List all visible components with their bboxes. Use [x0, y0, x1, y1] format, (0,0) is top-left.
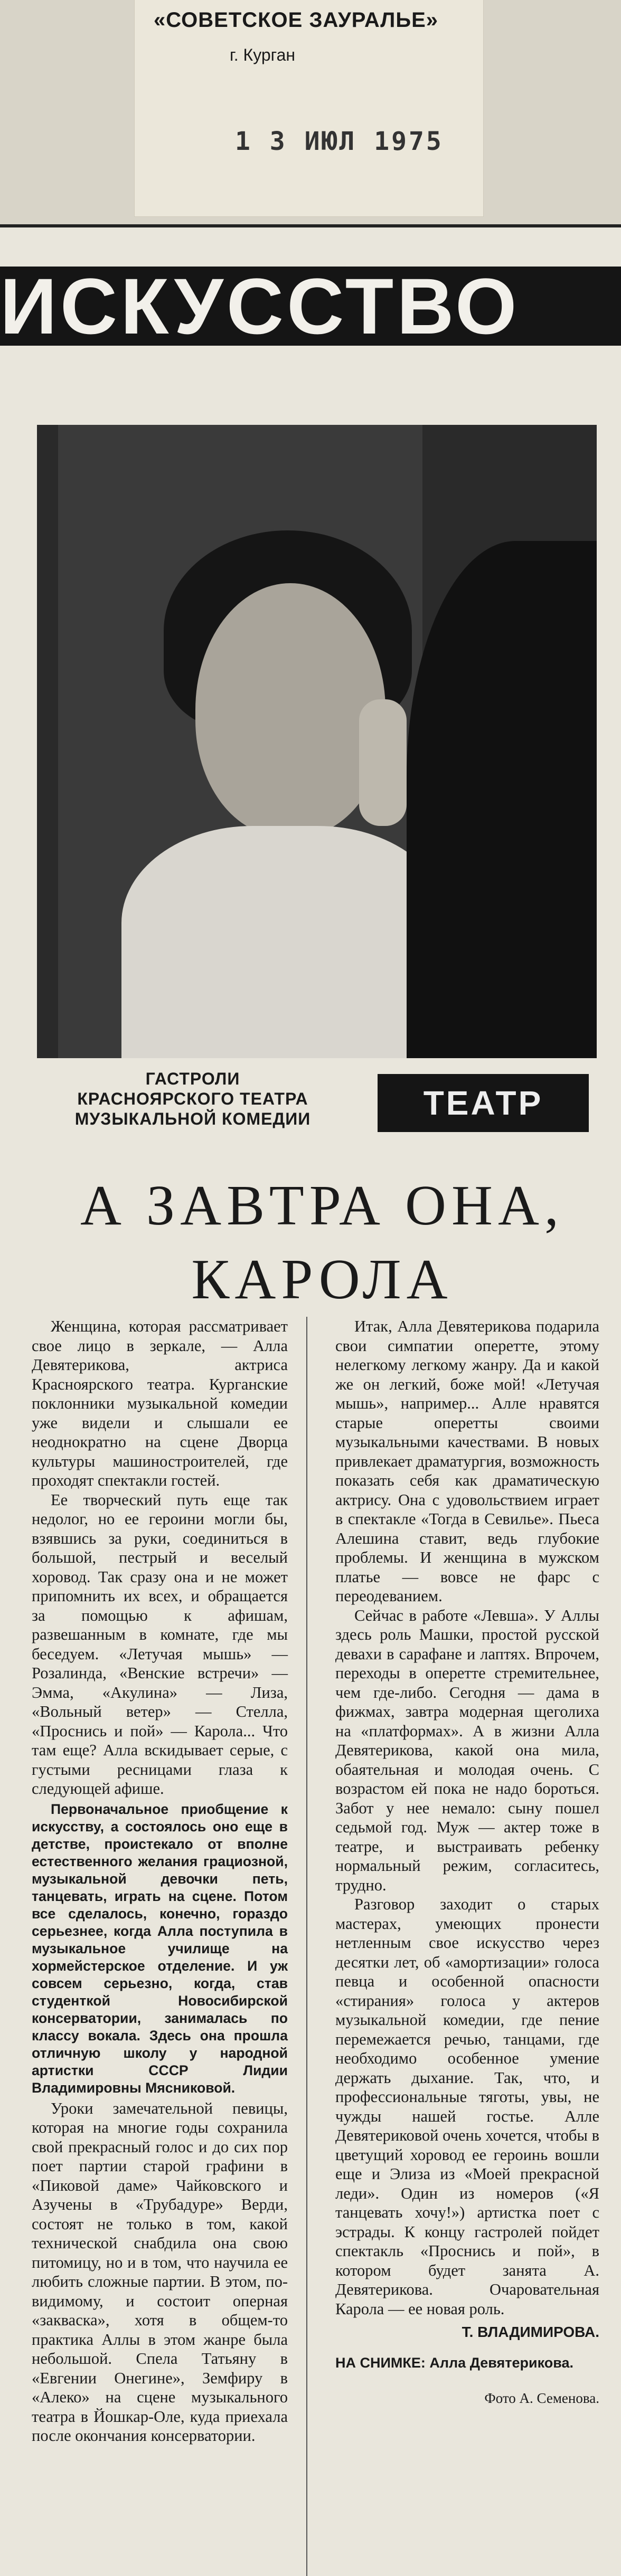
dress-shape — [121, 826, 449, 1058]
paragraph: Уроки замечательной певицы, которая на многие годы сохранила свой прекрасный голос и до сих пор поет партии старой графини в «Пиковой даме» Чайковского и Азучены в «Трубадуре» Верди, состоят не только в том, какой технической снабдила она свою питомицу, но и в том, что научила ее любить сложные партии. В этом, по-видимому, и состоит оперная «закваска», хотя в общем-то практика Аллы в этом жанре была небольшой. Спела Татьяну в «Евгении Онегине», Земфиру в «Алеко» на сцене музыкального театра в Йошкар-Оле, куда приехала после окончания консерватории. — [32, 2099, 288, 2445]
headline-line-1: А ЗАВТРА ОНА, — [80, 1174, 564, 1237]
stamp-newspaper-name: «СОВЕТСКОЕ ЗАУРАЛЬЕ» — [154, 8, 439, 32]
bold-paragraph: Первоначальное приобщение к искусству, а состоялось оно еще в детстве, проистекало от вполне естественного желания грациозной, музыкальной девочки петь, танцевать, играть на сцене. Потом все сделалось, конечно, гораздо серьезнее, когда Алла поступила в музыкальное училище на хормейстерское отделение. И уж совсем серьезно, когда, став студенткой Новосибирской консерватории, занималась по классу вокала. Здесь она прошла отличную школу у народной артистки СССР Лидии Владимировны Мясниковой. — [32, 1801, 288, 2096]
rubric-badge: ТЕАТР — [378, 1074, 589, 1132]
newspaper-clipping — [0, 224, 621, 2576]
top-rule — [0, 224, 621, 227]
article-author: Т. ВЛАДИМИРОВА. — [462, 2324, 599, 2340]
tour-label: ГАСТРОЛИ КРАСНОЯРСКОГО ТЕАТРА МУЗЫКАЛЬНОЙ КОМЕДИИ — [74, 1069, 311, 1128]
stamp-city: г. Курган — [230, 45, 296, 64]
paragraph: Разговор заходит о старых мастерах, умеющих пронести нетленным свое искусство через десятки лет, об «амортизации» голоса певца и особенной опасности «стирания» голоса у актеров музыкальной комедии, где пение перемежается речью, танцами, где необходимо особенное умение держать дыхание. Так, что, и профессиональные тяготы, увы, не чужды нашей гостье. Алле Девятериковой очень хочется, чтобы в цветущий хоровод ее героинь вошли еще и Элиза из «Моей прекрасной леди». Один из номеров («Я танцевать хочу!») артистка поет с эстрады. К концу гастролей пойдет спектакль «Проснись и пой», в котором будет занята А. Девятерикова. Очаровательная Карола — ее новая роль. — [335, 1895, 599, 2318]
paragraph: Женщина, которая рассматривает свое лицо в зеркале, — Алла Девятерикова, актриса Красноярского театра. Курганские поклонники музыкальной комедии уже видели и слышали ее неоднократно на сцене Дворца культуры машиностроителей, где проходят спектакли гостей. — [32, 1317, 288, 1489]
article-headline — [48, 1169, 597, 1317]
column-divider — [306, 1317, 307, 2576]
paragraph: Сейчас в работе «Левша». У Аллы здесь роль Машки, простой русской девахи в сарафане и лаптях. Впрочем, переходы в оперетте стремительнее, чем где-либо. Сегодня — дама в фижмах, завтра модерная щеголиха на «платформах». А в жизни Алла Девятерикова, какой она мила, обаятельная и молодая очень. С возрастом ей пока не надо бороться. Забот у нее немало: сыну пошел седьмой год. Муж — актер тоже в театре, и выстраивать ребенку нормальный режим, согласитесь, трудно. — [335, 1606, 599, 1894]
article-column-left — [32, 1317, 288, 2446]
reflection-figure-shape — [407, 541, 597, 1058]
hand-shape — [359, 699, 407, 826]
archive-stamp — [135, 0, 483, 216]
paragraph: Итак, Алла Девятерикова подарила свои симпатии оперетте, этому нелегкому легкому жанру. Да и какой же он легкий, боже мой! «Летучая мышь», например... Алле нравятся старые оперетты своими музыкальными качествами. В новых привлекает драматургия, возможность показать себя как драматическую актрису. Она с удовольствием играет в спектакле «Тогда в Севилье». Пьеса Алешина ставит, ведь глубокие проблемы. И женщина в мужском платье — вовсе не фарс с переодеванием. — [335, 1317, 599, 1605]
photo-credit: Фото А. Семенова. — [484, 2390, 599, 2406]
article-photo — [37, 425, 597, 1058]
article-column-right — [335, 1317, 599, 2408]
headline-line-2: КАРОЛА — [191, 1248, 453, 1311]
stamp-date: 1 3 ИЮЛ 1975 — [235, 127, 444, 156]
paragraph: Ее творческий путь еще так недолог, но ее героини могли бы, взявшись за руки, соединиться в большой, пестрый и веселый хоровод. Так сразу она и не может припомнить их всех, и обращается за помощью к афишам, развешанным в комнате, где мы беседуем. «Летучая мышь» — Розалинда, «Венские встречи» — Эмма, «Акулина» — Лиза, «Вольный ветер» — Стелла, «Проснись и пой» — Карола... Что там еще? Алла вскидывает серые, с густыми ресницами глаза к следующей афише. — [32, 1490, 288, 1798]
section-banner: ИСКУССТВО — [0, 267, 621, 346]
face-shape — [195, 583, 385, 837]
photo-caption: НА СНИМКЕ: Алла Девятерикова. — [335, 2354, 574, 2371]
